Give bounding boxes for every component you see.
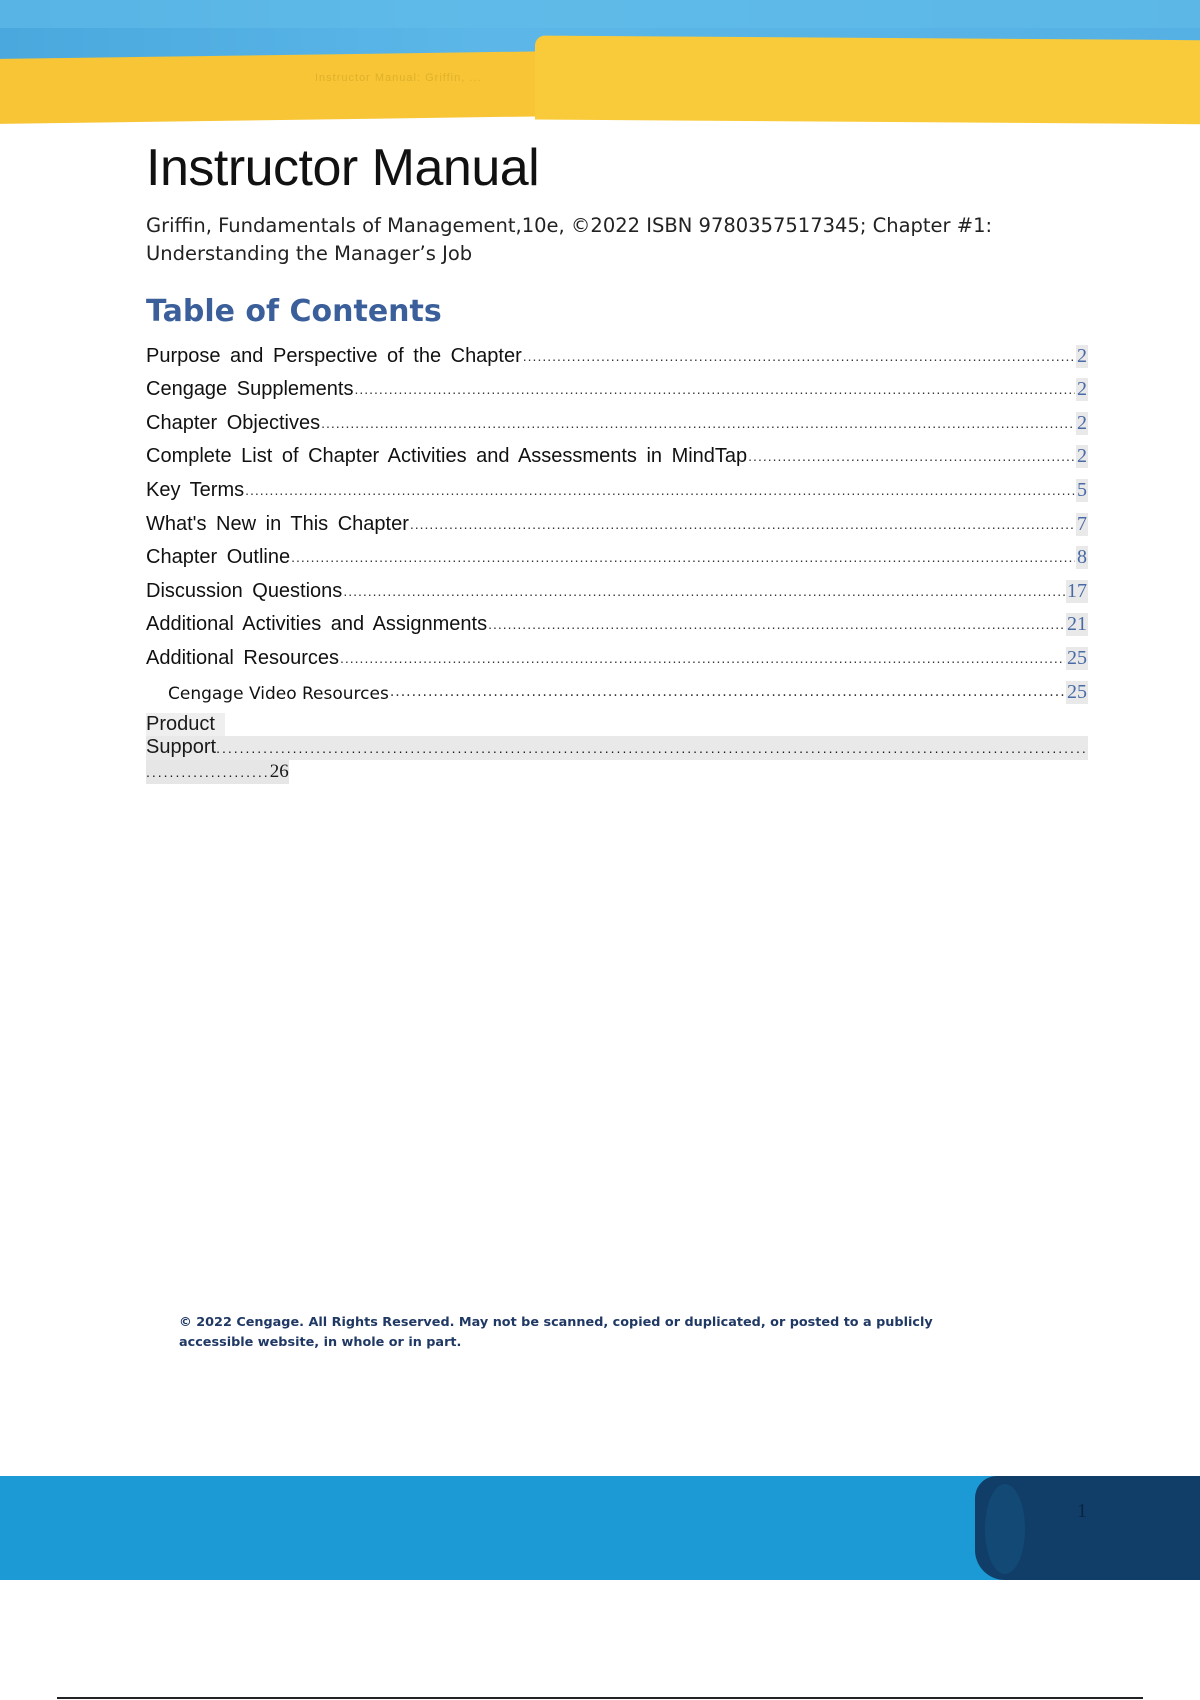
toc-leader-dots: [343, 583, 1065, 599]
toc-leader-dots: [245, 482, 1075, 498]
toc-leader-dots: [523, 348, 1075, 364]
header-blue-highlight: [0, 0, 1200, 28]
toc-entry-discussion[interactable]: [146, 569, 1088, 603]
toc-entry-additional-resources[interactable]: [146, 636, 1088, 670]
toc-leader-dots: [291, 549, 1075, 565]
header-banner: [0, 0, 1200, 125]
toc-leader-wrap: .....................26: [146, 761, 289, 782]
toc-leader-dots: [410, 516, 1075, 532]
toc-entry-label-continued: [146, 736, 1088, 760]
toc-page-link[interactable]: 21: [1067, 613, 1087, 636]
toc-page-link[interactable]: 2: [1077, 445, 1087, 468]
toc-entry-label: Product: [146, 713, 225, 736]
toc-entry-label: Cengage Video Resources: [168, 683, 389, 704]
toc-entry-objectives[interactable]: [146, 401, 1088, 435]
toc-page-link[interactable]: 25: [1067, 680, 1087, 703]
toc-page-link[interactable]: 8: [1077, 546, 1087, 569]
toc-entry-purpose[interactable]: [146, 334, 1088, 368]
toc-entry-activities[interactable]: [146, 435, 1088, 469]
toc-entry-label: Discussion Questions: [146, 579, 343, 602]
toc-entry-key-terms[interactable]: [146, 468, 1088, 502]
toc-entry-outline[interactable]: [146, 536, 1088, 570]
toc-entry-label: Additional Resources: [146, 646, 339, 669]
toc-leader-dots: [340, 650, 1065, 666]
toc-leader-dots: [354, 381, 1075, 397]
header-yellow-stripe-right: [535, 36, 1200, 125]
toc-leader-dots: [216, 736, 1088, 758]
header-faint-text: Instructor Manual: Griffin, ...: [315, 72, 482, 84]
toc-page-link[interactable]: 25: [1067, 646, 1087, 669]
footer-banner: [0, 1476, 1200, 1580]
toc-entry-label: Purpose and Perspective of the Chapter: [146, 344, 522, 367]
toc-page-link[interactable]: 17: [1067, 579, 1087, 602]
toc-page-link[interactable]: 2: [1077, 344, 1087, 367]
page-number: 1: [1077, 1500, 1087, 1522]
toc-heading: Table of Contents: [146, 294, 442, 329]
toc-entry-label: Chapter Objectives: [146, 411, 321, 434]
toc-entry-whats-new[interactable]: [146, 502, 1088, 536]
toc-entry-product-support[interactable]: [146, 713, 1088, 784]
toc-entry-label: Additional Activities and Assignments: [146, 613, 488, 636]
toc-list: [146, 334, 1088, 704]
page-bottom-rule: [57, 1697, 1143, 1699]
copyright-notice: © 2022 Cengage. All Rights Reserved. May not be scanned, copied or duplicated, or posted to a publicly accessible website, in whole or in part.: [179, 1315, 933, 1350]
toc-entry-label: Cengage Supplements: [146, 378, 354, 401]
toc-entry-label: What's New in This Chapter: [146, 512, 409, 535]
toc-leader-dots: [390, 684, 1065, 700]
document-title: Instructor Manual: [146, 139, 540, 197]
toc-entry-label: Chapter Outline: [146, 546, 291, 569]
toc-entry-video-resources[interactable]: [146, 670, 1088, 704]
toc-page-link[interactable]: 2: [1077, 411, 1087, 434]
toc-page-link[interactable]: 26: [269, 761, 289, 782]
toc-page-link[interactable]: 5: [1077, 478, 1087, 501]
toc-entry-supplements[interactable]: [146, 368, 1088, 402]
toc-page-link[interactable]: 7: [1077, 512, 1087, 535]
toc-leader-dots: [748, 448, 1075, 464]
toc-leader-dots: [321, 415, 1075, 431]
toc-entry-label: Key Terms: [146, 478, 245, 501]
toc-entry-label: Support: [146, 736, 217, 758]
toc-entry-additional-activities[interactable]: [146, 603, 1088, 637]
document-subtitle: Griffin, Fundamentals of Management,10e, ©2022 ISBN 9780357517345; Chapter #1: Understanding the Manager’s Job: [146, 214, 993, 265]
footer-dark-brush: [985, 1484, 1025, 1574]
header-yellow-stripe: [0, 51, 560, 124]
toc-page-link[interactable]: 2: [1077, 378, 1087, 401]
toc-entry-label: Complete List of Chapter Activities and Assessments in MindTap: [146, 445, 748, 468]
toc-leader-dots: [488, 616, 1065, 632]
